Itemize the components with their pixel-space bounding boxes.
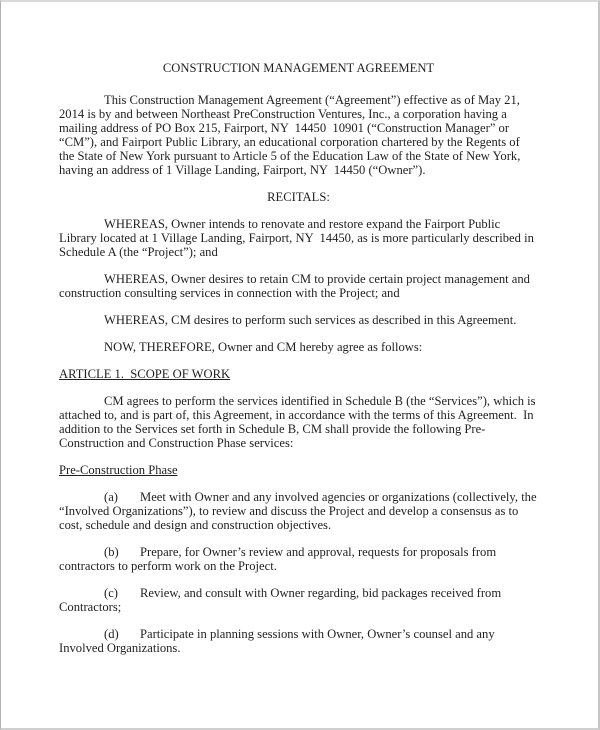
service-item-b-label: (b) [104, 545, 119, 559]
pre-construction-phase-heading: Pre-Construction Phase [59, 463, 178, 477]
document-title: CONSTRUCTION MANAGEMENT AGREEMENT [162, 61, 435, 75]
whereas-paragraph-1: WHEREAS, Owner intends to renovate and restore expand the Fairport Public Library located at 1 Village Landing, Fairport, NY 14450, as is more particularly described in Schedule A (the “Project”); and [59, 217, 538, 259]
service-item-a [59, 490, 538, 532]
whereas-paragraph-3: WHEREAS, CM desires to perform such services as described in this Agreement. [104, 313, 517, 327]
service-item-a-text: Meet with Owner and any involved agencies or organizations (collectively, the “Involved Organizations”), to review and discuss the Project and develop a consensus as to cost, schedule and design and construction objectives. [59, 490, 540, 532]
service-item-d-label: (d) [104, 627, 119, 641]
service-item-d [59, 627, 538, 655]
service-item-b-text: Prepare, for Owner’s review and approval, requests for proposals from contractors to perform work on the Project. [59, 545, 500, 573]
service-item-d-text: Participate in planning sessions with Owner, Owner’s counsel and any Involved Organizations. [59, 627, 498, 655]
service-item-b [59, 545, 538, 573]
service-item-c-text: Review, and consult with Owner regarding, bid packages received from Contractors; [59, 586, 505, 614]
now-therefore-paragraph: NOW, THEREFORE, Owner and CM hereby agree as follows: [104, 340, 423, 354]
service-item-c [59, 586, 538, 614]
document-content [1, 2, 598, 655]
service-item-c-label: (c) [104, 586, 118, 600]
article-1-heading: ARTICLE 1. SCOPE OF WORK [59, 367, 231, 381]
article-1-body-paragraph: CM agrees to perform the services identified in Schedule B (the “Services”), which is attached to, and is part of, this Agreement, in accordance with the terms of this Agreement. In addition to the Services set forth in Schedule B, CM shall provide the following Pre-Construction and Construction Phase services: [59, 394, 539, 450]
recitals-heading: RECITALS: [267, 190, 330, 204]
intro-paragraph: This Construction Management Agreement (“Agreement”) effective as of May 21, 2014 is by and between Northeast PreConstruction Ventures, Inc., a corporation having a mailing address of PO Box 215, Fairport, NY 14450 10901 (“Construction Manager” or “CM”), and Fairport Public Library, an educational corporation chartered by the Regents of the State of New York pursuant to Article 5 of the Education Law of the State of New York, having an address of 1 Village Landing, Fairport, NY 14450 (“Owner”). [59, 93, 524, 177]
service-item-a-label: (a) [104, 490, 118, 504]
whereas-paragraph-2: WHEREAS, Owner desires to retain CM to provide certain project management and construction consulting services in connection with the Project; and [59, 272, 534, 300]
